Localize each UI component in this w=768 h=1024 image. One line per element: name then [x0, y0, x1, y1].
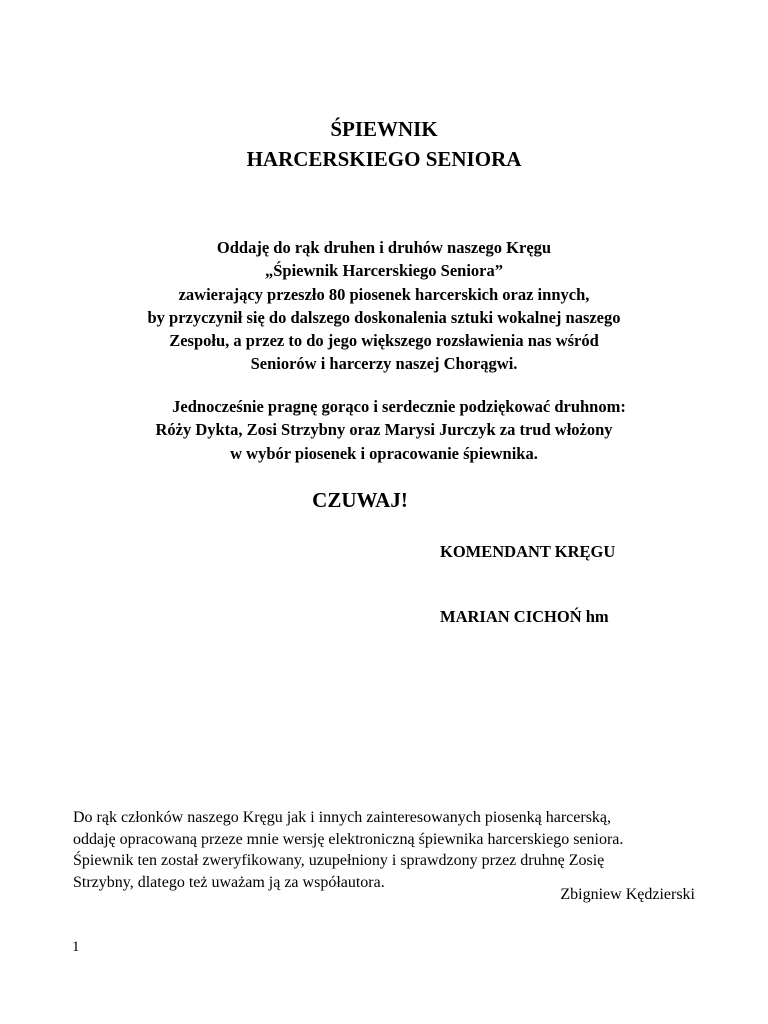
- dedication-line: Zespołu, a przez to do jego większego rozsławienia nas wśród: [169, 331, 599, 351]
- signature-role: KOMENDANT KRĘGU: [440, 542, 616, 561]
- note-line: Strzybny, dlatego też uważam ją za współautora.: [73, 873, 385, 891]
- dedication-line: zawierający przeszło 80 piosenek harcerskich oraz innych,: [178, 284, 590, 304]
- thanks-line: Róży Dykta, Zosi Strzybny oraz Marysi Jurczyk za trud włożony: [155, 420, 613, 440]
- signature-name: MARIAN CICHOŃ hm: [440, 607, 609, 626]
- greeting-heading: CZUWAJ!: [312, 488, 408, 512]
- title-line-1: ŚPIEWNIK: [330, 117, 438, 141]
- note-author: Zbigniew Kędzierski: [560, 886, 695, 903]
- thanks-line: Jednocześnie pragnę gorąco i serdecznie podziękować druhnom:: [172, 397, 626, 416]
- editor-note: [73, 807, 713, 893]
- dedication-line: Oddaję do rąk druhen i druhów naszego Kręgu: [216, 238, 552, 257]
- dedication-line: Seniorów i harcerzy naszej Chorągwi.: [250, 354, 518, 374]
- thanks-paragraph: [60, 395, 708, 465]
- note-line: oddaję opracowaną przeze mnie wersję elektroniczną śpiewnika harcerskiego seniora.: [73, 830, 624, 848]
- note-line: Śpiewnik ten został zweryfikowany, uzupełniony i sprawdzony przez druhnę Zosię: [73, 852, 605, 869]
- document-title: [0, 114, 768, 174]
- dedication-line: by przyczynił się do dalszego doskonalenia sztuki wokalnej naszego: [147, 307, 621, 327]
- dedication-paragraph: [60, 236, 708, 376]
- thanks-line: w wybór piosenek i opracowanie śpiewnika.: [230, 443, 538, 463]
- dedication-line: „Śpiewnik Harcerskiego Seniora”: [264, 261, 504, 281]
- page-number: 1: [72, 939, 80, 955]
- note-line: Do rąk członków naszego Kręgu jak i innych zainteresowanych piosenką harcerską,: [73, 809, 612, 826]
- title-line-2: HARCERSKIEGO SENIORA: [246, 147, 522, 171]
